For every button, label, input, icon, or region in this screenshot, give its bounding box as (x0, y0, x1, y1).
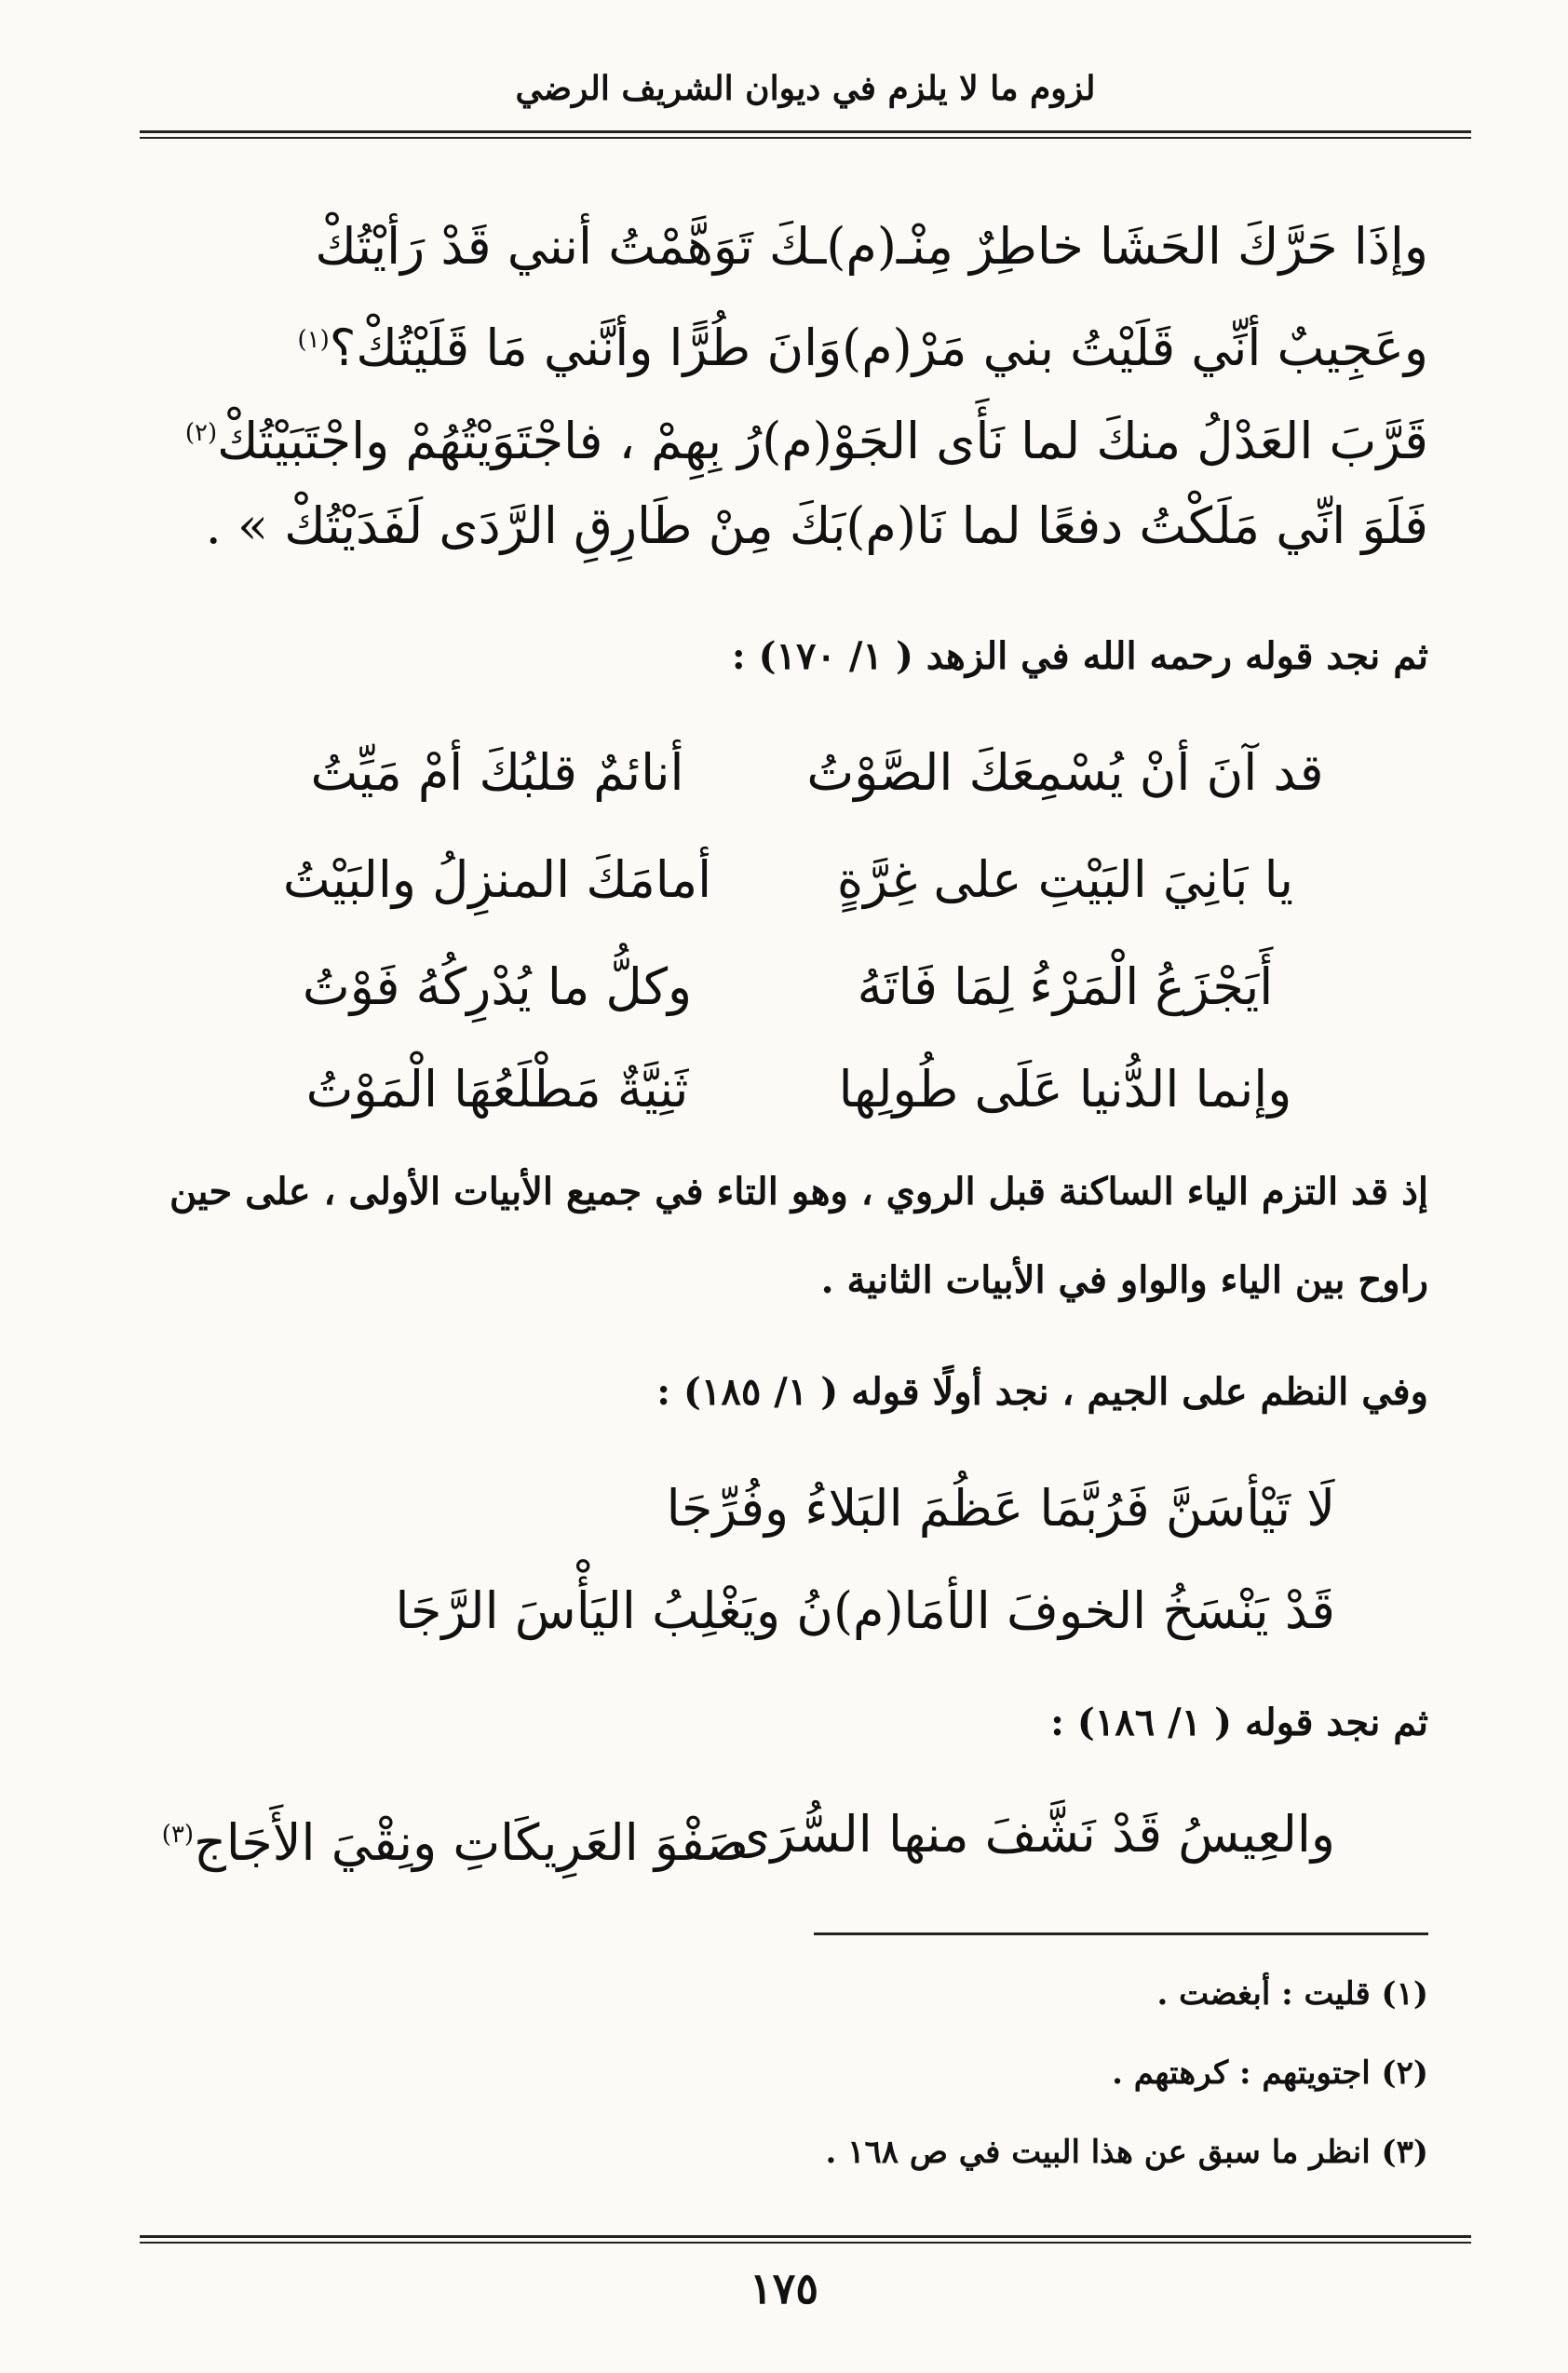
footnote-mark-3: (٣) (161, 1821, 195, 1849)
footnote-mark-2: (٢) (184, 419, 218, 447)
page-number: ١٧٥ (749, 2263, 819, 2313)
poem4-first: والعِيسُ قَدْ نَشَّفَ منها السُّرَى (731, 1805, 1335, 1864)
footnote-3: (٣) انظر ما سبق عن هذا البيت في ص ١٦٨ . (825, 2134, 1428, 2171)
poem1-verse-4 (206, 489, 1428, 563)
poem1-verse-1 (315, 210, 1428, 284)
poem2-verse-1-first: قد آنَ أنْ يُسْمِعَكَ الصَّوْتُ (806, 743, 1324, 802)
poem4-second (161, 1797, 749, 1880)
poem2-verse-2-first: يا بَانِيَ البَيْتِ على غِرَّةٍ (836, 850, 1294, 909)
poem3-verse-1: لَا تَيْأسَنَّ فَرُبَّمَا عَظُمَ البَلاءُ وفُرِّجَا (666, 1479, 1335, 1538)
header-rule (140, 130, 1471, 139)
footer-rule (140, 2235, 1471, 2244)
poem1-verse-2-text: وعَجِيبٌ أنِّي قَلَيْتُ بني مَرْ(م)وَانَ طُرًّا وأنَّني مَا قَلَيْتُكْ؟ (329, 319, 1428, 377)
poem2-verse-4-second: ثَنِيَّةٌ مَطْلَعُهَا الْمَوْتُ (305, 1060, 689, 1119)
running-head: لزوم ما لا يلزم في ديوان الشريف الرضي (515, 69, 1096, 108)
poem1-verse-3-text: قَرَّبَ العَدْلُ منكَ لما نَأَى الجَوْ(م)رُ بِهِمْ ، فاجْتَوَيْتُهُمْ واجْتَبَيْتُكْ (217, 412, 1428, 470)
poem1-verse-4-text: فَلَوَ انِّي مَلَكْتُ دفعًا لما نَا(م)بَكَ مِنْ طَارِقِ الرَّدَى لَفَدَيْتُكْ » . (205, 496, 1428, 555)
footnote-mark-1: (١) (297, 326, 330, 354)
poem3-verse-2: قَدْ يَنْسَخُ الخوفَ الأمَا(م)نُ ويَغْلِبُ اليَأْسَ الرَّجَا (395, 1581, 1335, 1640)
poem1-verse-3 (185, 396, 1428, 479)
analysis-line-1: إذ قد التزم الياء الساكنة قبل الروي ، وهو التاء في جميع الأبيات الأولى ، على حين (169, 1170, 1428, 1214)
footnote-1: (١) قليت : أبغضت . (1156, 1975, 1428, 2013)
intro-poem3: وفي النظم على الجيم ، نجد أولًا قوله ( ١/ ١٨٥) : (656, 1370, 1428, 1414)
analysis-line-2: راوح بين الياء والواو في الأبيات الثانية . (820, 1258, 1428, 1302)
poem4-second-text: صَفْوَ العَرِيكَاتِ ونِقْيَ الأَجَاج (194, 1813, 749, 1872)
poem1-verse-2 (297, 303, 1428, 386)
footnote-rule (814, 1932, 1428, 1935)
poem2-verse-2-second: أمامَكَ المنزِلُ والبَيْتُ (282, 850, 712, 909)
poem2-verse-3-second: وكلُّ ما يُدْرِكُهُ فَوْتُ (302, 957, 693, 1016)
poem2-verse-4-first: وإنما الدُّنيا عَلَى طُولِها (838, 1060, 1292, 1119)
footnote-2: (٢) اجتويتهم : كرهتهم . (1112, 2054, 1428, 2092)
poem2-verse-3-first: أَيَجْزَعُ الْمَرْءُ لِمَا فَاتَهُ (857, 957, 1274, 1016)
poem1-verse-1-text: وإذَا حَرَّكَ الحَشَا خاطِرٌ مِنْـ(م)ـكَ تَوَهَّمْتُ أنني قَدْ رَأيْتُكْ (315, 217, 1428, 276)
intro-poem2: ثم نجد قوله رحمه الله في الزهد ( ١/ ١٧٠) : (731, 634, 1428, 678)
intro-poem4: ثم نجد قوله ( ١/ ١٨٦) : (1050, 1701, 1428, 1744)
poem2-verse-1-second: أنائمٌ قلبُكَ أمْ مَيِّتُ (310, 743, 684, 802)
